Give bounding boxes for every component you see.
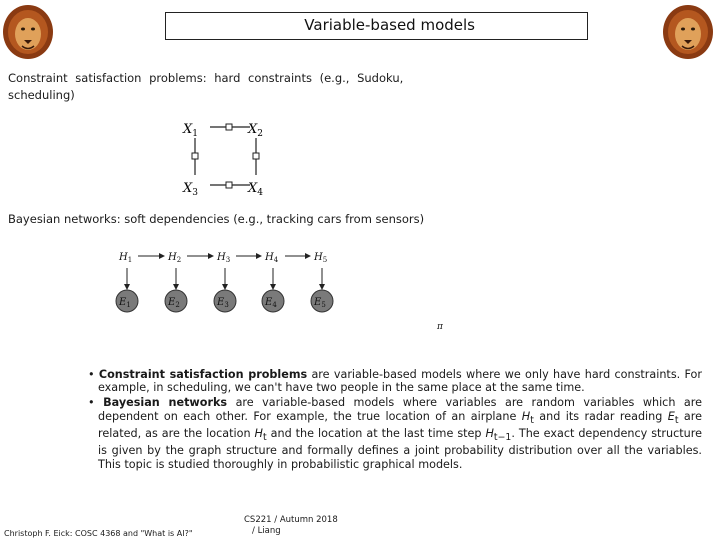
csp-var-x3: $X_3$ <box>183 181 198 198</box>
note-csp-term: Constraint satisfaction problems <box>98 368 308 381</box>
bn-label-e3: $E_3$ <box>217 297 229 309</box>
footer-attribution: Christoph F. Eick: COSC 4368 and "What is AI?" <box>4 529 193 538</box>
bn-label-h5: $H_5$ <box>314 252 328 264</box>
note-csp <box>88 368 702 394</box>
csp-var-x4: $X_4$ <box>248 181 263 198</box>
csp-factor-bottom <box>226 182 232 188</box>
csp-var-x2: $X_2$ <box>248 122 263 139</box>
csp-factor-top <box>226 124 232 130</box>
note-bn-term: Bayesian networks <box>103 396 228 410</box>
bn-description: Bayesian networks: soft dependencies (e.g., tracking cars from sensors) <box>8 212 425 226</box>
csp-description-line1: Constraint satisfaction problems: hard constraints (e.g., Sudoku, <box>8 71 404 85</box>
csp-factor-left <box>192 153 198 159</box>
speaker-notes <box>88 368 702 473</box>
bn-label-h4: $H_4$ <box>265 252 279 264</box>
note-bn: • Bayesian networks are variable-based models where variables are random variables which are dependent on each other. For example, the true location of an airplane $H_t$ and its radar reading $E_t$ are related, as are the location $H_t$ and the location at the last time step $H_{t-1}$. The exact dependency structure is given by the graph structure and formally defines a joint probability distribution over all the variables. This topic is studied thoroughly in probabilistic graphical models. <box>88 396 703 471</box>
csp-factor-graph <box>160 105 300 205</box>
bn-label-h1: $H_1$ <box>119 252 133 264</box>
bayesian-network-graph <box>100 236 350 318</box>
bullet-icon: • <box>88 368 95 381</box>
csp-var-x1: $X_1$ <box>183 122 198 139</box>
lion-logo-right <box>662 2 714 60</box>
lion-logo-left <box>2 2 54 60</box>
bn-label-e2: $E_2$ <box>168 297 180 309</box>
bn-label-e1: $E_1$ <box>119 297 131 309</box>
bn-label-e5: $E_5$ <box>314 297 326 309</box>
bullet-icon: • <box>88 396 95 410</box>
note-csp-text: are variable-based models where we only have hard constraints. For example, in scheduling, we can't have two people in the same place at the same time. <box>98 368 702 395</box>
csp-description-line2: scheduling) <box>8 88 75 102</box>
slide-title: Variable-based models <box>304 16 475 34</box>
csp-factor-right <box>253 153 259 159</box>
bn-label-h2: $H_2$ <box>168 252 182 264</box>
slide-caption: π <box>437 322 443 332</box>
bn-label-e4: $E_4$ <box>265 297 277 309</box>
slide-title-box <box>165 12 588 40</box>
footer-course: CS221 / Autumn 2018 / Liang <box>244 515 338 536</box>
bn-label-h3: $H_3$ <box>217 252 231 264</box>
